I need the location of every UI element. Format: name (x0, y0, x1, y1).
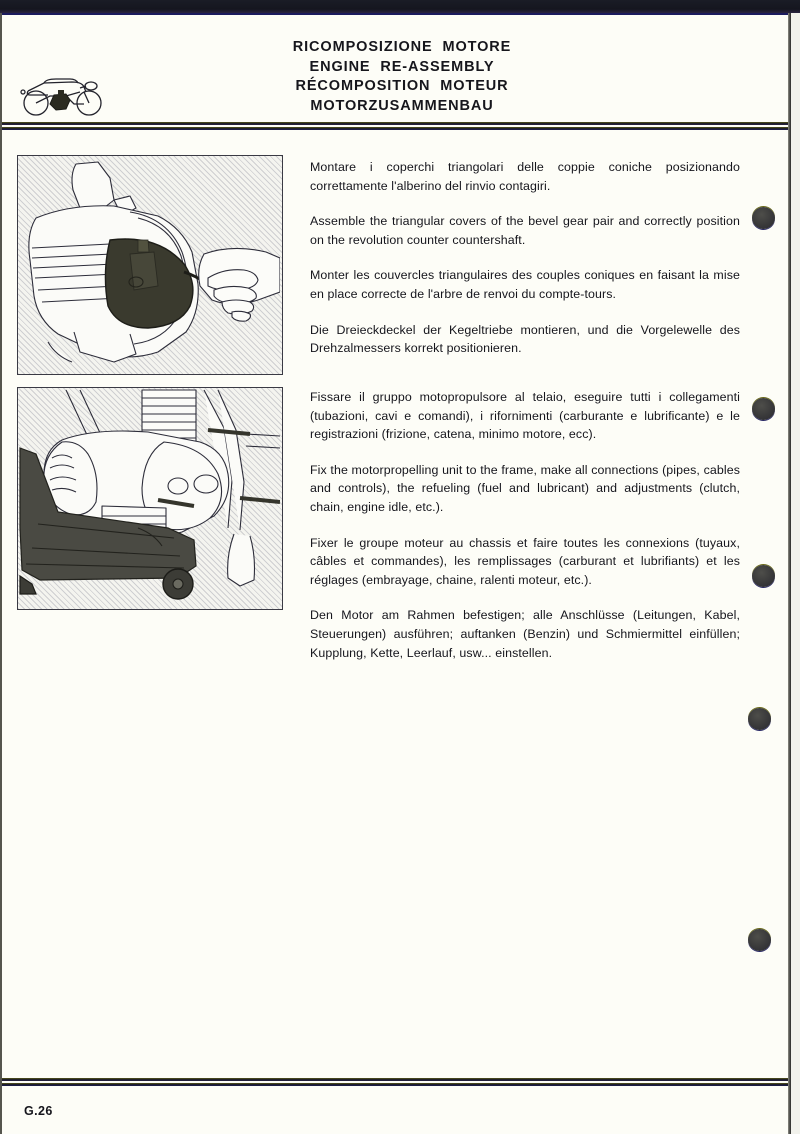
paragraph-english: Fix the motorpropelling unit to the frame, make all connections (pipes, cables and controls), the refueling (fuel and lubricant) and adjustments (clutch, chain, engine idle, etc.). (310, 462, 740, 514)
scan-edge-top (0, 0, 800, 13)
divider-rule-lower (2, 1083, 788, 1086)
motorcycle-icon (14, 70, 114, 120)
figure-1-illustration (18, 156, 280, 372)
title-line-fr: RÉCOMPOSITION MOTEUR (295, 78, 509, 94)
paragraph-german: Den Motor am Rahmen befestigen; alle Anschlüsse (Leitungen, Kabel, Steuerungen) ausführen; auftanken (Benzin) und Schmiermittel einfüllen; Kupplung, Kette, Leerlauf, usw... einstellen. (310, 608, 740, 660)
paragraph-german: Die Dreieckdeckel der Kegeltriebe montieren, und die Vorgelewelle des Drehzalmessers korrekt positionieren. (310, 322, 740, 356)
figure-triangular-cover-assembly (17, 155, 283, 375)
page-title (152, 38, 652, 116)
page-number: G.26 (24, 1104, 53, 1118)
binder-hole-2 (752, 398, 775, 420)
figure-engine-on-trolley-jack (17, 387, 283, 610)
figure-2-illustration (18, 388, 280, 607)
binder-hole-1 (752, 207, 775, 229)
scan-edge-left (0, 13, 2, 1134)
header-divider (2, 122, 788, 130)
text-block-1 (310, 158, 740, 358)
scan-edge-right (788, 13, 791, 1134)
title-line-en: ENGINE RE-ASSEMBLY (309, 58, 495, 75)
paragraph-french: Monter les couvercles triangulaires des couples coniques en faisant la mise en place correcte de l'arbre de renvoi du compte-tours. (310, 268, 740, 301)
paragraph-italian: Montare i coperchi triangolari delle coppie coniche posizionando correttamente l'alberino del rinvio contagiri. (310, 160, 740, 193)
title-line-de: MOTORZUSAMMENBAU (310, 97, 494, 114)
paragraph-italian: Fissare il gruppo motopropulsore al telaio, eseguire tutti i collegamenti (tubazioni, cavi e comandi), i rifornimenti (carburante e lubrificante) e le registrazioni (frizione, catena, minimo motore, ecc). (310, 390, 740, 442)
paragraph-french: Fixer le groupe moteur au chassis et faire toutes les connexions (tuyaux, câbles et commandes), les remplissages (carburant et lubrifiants) et les réglages (embrayage, chaine, ralenti moteur, etc.). (310, 535, 740, 587)
scan-edge-right-pad (791, 13, 800, 1134)
text-block-2 (310, 388, 740, 662)
binder-hole-3 (752, 565, 775, 587)
page-header (2, 15, 788, 120)
binder-hole-4 (748, 708, 771, 730)
binder-hole-5 (748, 929, 771, 951)
divider-rule-lower (2, 127, 788, 130)
paragraph-english: Assemble the triangular covers of the bevel gear pair and correctly position on the revolution counter countershaft. (310, 214, 740, 247)
title-line-it: RICOMPOSIZIONE MOTORE (292, 39, 512, 55)
footer-divider (2, 1078, 788, 1086)
